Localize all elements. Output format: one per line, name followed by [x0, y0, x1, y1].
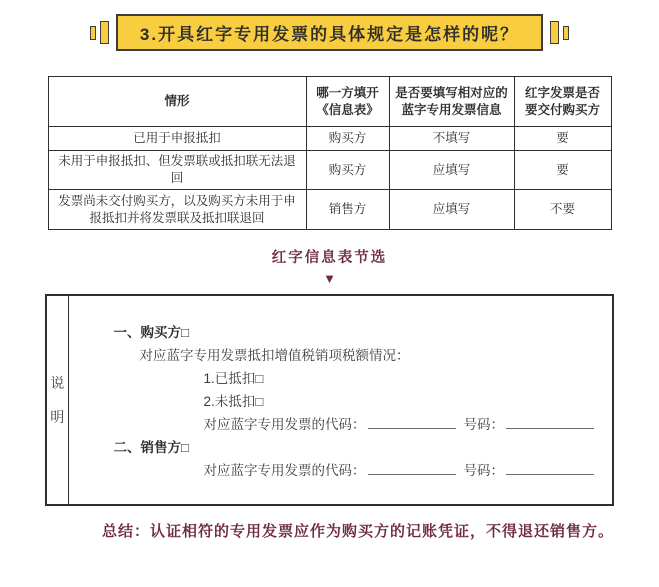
header-line: 《信息表》: [316, 102, 379, 117]
cell-situation: 发票尚未交付购买方，以及购买方未用于申报抵扣并将发票联及抵扣联退回: [48, 190, 306, 230]
code-label: 对应蓝字专用发票的代码：: [203, 463, 366, 478]
header-line: 情形: [164, 94, 190, 108]
side-label-char: 说: [50, 375, 65, 391]
summary-text: 总结：认证相符的专用发票应作为购买方的记账凭证，不得退还销售方。: [102, 523, 615, 540]
buyer-intro-line: 对应蓝字专用发票抵扣增值税销项税额情况：: [139, 348, 410, 363]
page: [0, 14, 659, 587]
cell-deliver: 要: [514, 151, 611, 190]
number-label: 号码：: [463, 463, 504, 478]
banner-left-decoration: [90, 21, 109, 44]
red-invoice-rules-table: [48, 76, 612, 230]
banner-right-decoration: [550, 21, 569, 44]
cell-party: 购买方: [306, 127, 389, 151]
deco-bar-icon: [100, 21, 109, 44]
cell-deliver: 要: [514, 127, 611, 151]
cell-party: 购买方: [306, 151, 389, 190]
table-row: [48, 151, 611, 190]
table-header-row: [48, 77, 611, 127]
header-deliver-to-buyer: [514, 77, 611, 127]
blank-number-field: [506, 416, 594, 429]
header-blue-invoice-info: [389, 77, 514, 127]
buyer-code-number-line: [114, 414, 603, 435]
blank-code-field: [368, 416, 456, 429]
down-arrow-icon: ▼: [323, 271, 336, 286]
page-title: 3.开具红字专用发票的具体规定是怎样的呢？: [139, 25, 520, 44]
form-side-label: [47, 296, 69, 504]
blank-code-field: [368, 462, 456, 475]
header-line: 红字发票是否: [524, 85, 600, 100]
cell-situation: 未用于申报抵扣、但发票联或抵扣联无法退回: [48, 151, 306, 190]
excerpt-caption: 红字信息表节选: [271, 250, 388, 266]
option-not-deducted: 2.未抵扣□: [203, 394, 264, 409]
blank-number-field: [506, 462, 594, 475]
header-situation: [48, 77, 306, 127]
cell-fill-info: 不填写: [389, 127, 514, 151]
form-content: [69, 296, 613, 504]
banner-title-box: [116, 14, 543, 51]
option-deducted: 1.已抵扣□: [203, 371, 264, 386]
deco-bar-icon: [563, 26, 569, 40]
banner-row: [0, 14, 659, 51]
cell-situation: 已用于申报抵扣: [48, 127, 306, 151]
section-buyer-title: 一、购买方□: [113, 325, 190, 340]
code-label: 对应蓝字专用发票的代码：: [203, 417, 366, 432]
header-line: 哪一方填开: [316, 85, 379, 100]
side-label-char: 明: [50, 409, 65, 425]
section-seller-title: 二、销售方□: [113, 440, 190, 455]
cell-fill-info: 应填写: [389, 190, 514, 230]
deco-bar-icon: [550, 21, 559, 44]
header-line: 是否要填写相对应的: [395, 85, 508, 100]
info-form-excerpt-box: [45, 294, 614, 506]
number-label: 号码：: [463, 417, 504, 432]
header-line: 蓝字专用发票信息: [401, 102, 502, 117]
cell-fill-info: 应填写: [389, 151, 514, 190]
deco-bar-icon: [90, 26, 96, 40]
cell-deliver: 不要: [514, 190, 611, 230]
header-which-party: [306, 77, 389, 127]
table-row: [48, 127, 611, 151]
seller-code-number-line: [114, 460, 603, 481]
cell-party: 销售方: [306, 190, 389, 230]
table-row: [48, 190, 611, 230]
header-line: 要交付购买方: [524, 102, 600, 117]
